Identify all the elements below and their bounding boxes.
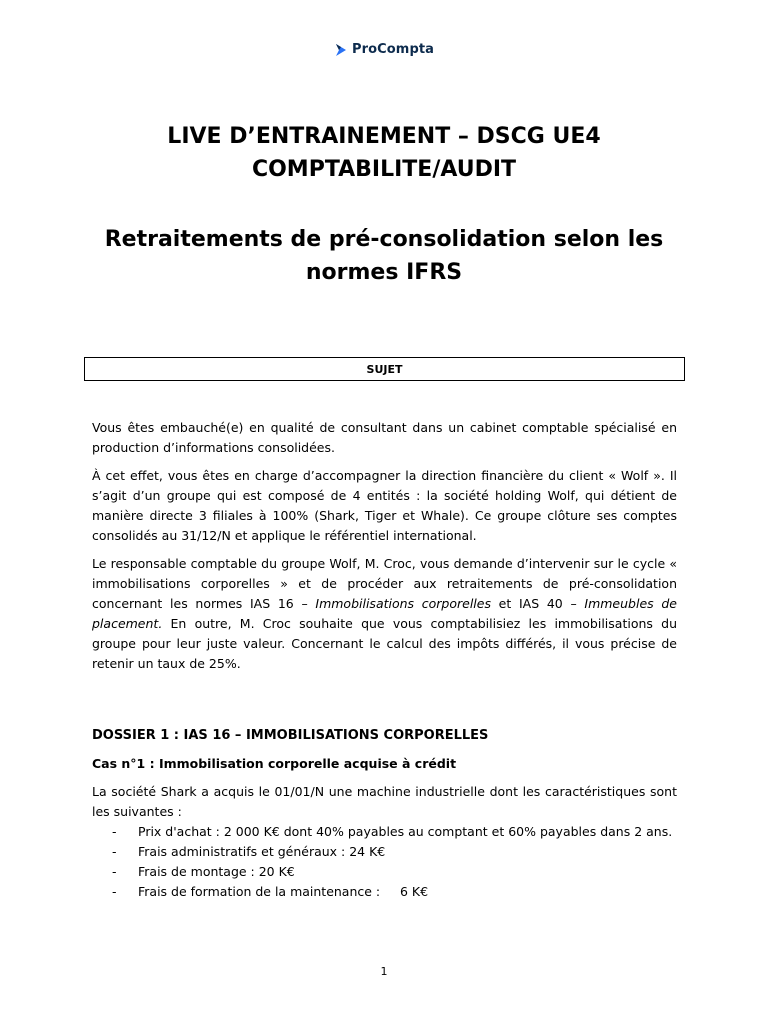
title-line-2: COMPTABILITE/AUDIT: [251, 157, 517, 182]
list-item-text: Frais de formation de la maintenance : 6 K€: [138, 884, 429, 899]
paragraph-context: À cet effet, vous êtes en charge d’accompagner la direction financière du client « Wolf ». Il s’agit d’un groupe qui est composé de 4 entités : la société holding Wolf, qui détient de manière directe 3 filiales à 100% (Shark, Tiger et Whale). Ce groupe clôture ses comptes consolidés au 31/12/N et applique le référentiel international.: [92, 468, 677, 543]
list-item-text: Frais de montage : 20 K€: [138, 864, 295, 879]
paragraph-mission: [92, 554, 677, 674]
procompta-logo-icon: [334, 43, 348, 57]
title-line-1: LIVE D’ENTRAINEMENT – DSCG UE4: [167, 124, 601, 149]
list-item-text: Prix d'achat : 2 000 K€ dont 40% payables au comptant et 60% payables dans 2 ans.: [138, 824, 673, 839]
mission-text-2: et IAS 40 –: [490, 596, 585, 611]
cas-1-heading: Cas n°1 : Immobilisation corporelle acquise à crédit: [92, 756, 457, 771]
cas-1-intro: La société Shark a acquis le 01/01/N une machine industrielle dont les caractéristiques sont les suivantes :: [92, 784, 677, 819]
mission-italic-ias16: Immobilisations corporelles: [315, 596, 491, 611]
list-item-text: Frais administratifs et généraux : 24 K€: [138, 844, 386, 859]
mission-text-1: Le responsable comptable du groupe Wolf, M. Croc, vous demande d’intervenir sur le cycle « immobilisations corporelles » et de procéder aux retraitements de pré-consolidation concernant les normes IAS 16 –: [92, 556, 677, 611]
page-number: 1: [380, 965, 388, 978]
list-dash: -: [112, 824, 117, 839]
machine-characteristics-list: [92, 822, 677, 902]
paragraph-intro: Vous êtes embauché(e) en qualité de consultant dans un cabinet comptable spécialisé en production d’informations consolidées.: [92, 420, 677, 455]
sujet-label: SUJET: [366, 362, 403, 376]
sujet-section-header: [84, 357, 685, 381]
list-item: [92, 822, 677, 842]
mission-text-3: En outre, M. Croc souhaite que vous comptabilisiez les immobilisations du groupe pour leur juste valeur. Concernant le calcul des impôts différés, il vous précise de retenir un taux de 25%.: [92, 616, 677, 671]
list-item: [92, 842, 677, 862]
document-title: [60, 120, 708, 186]
list-item: [92, 862, 677, 882]
list-dash: -: [112, 864, 117, 879]
document-body: [92, 418, 677, 902]
logo-text: ProCompta: [351, 42, 435, 57]
procompta-logo: [0, 42, 768, 57]
list-dash: -: [112, 884, 117, 899]
list-item: [92, 882, 677, 902]
dossier-1-heading: DOSSIER 1 : IAS 16 – IMMOBILISATIONS CORPORELLES: [92, 728, 489, 743]
document-subtitle: Retraitements de pré-consolidation selon les normes IFRS: [104, 227, 664, 285]
mission-italic-ias40: Immeubles de placement.: [92, 596, 677, 631]
list-dash: -: [112, 844, 117, 859]
